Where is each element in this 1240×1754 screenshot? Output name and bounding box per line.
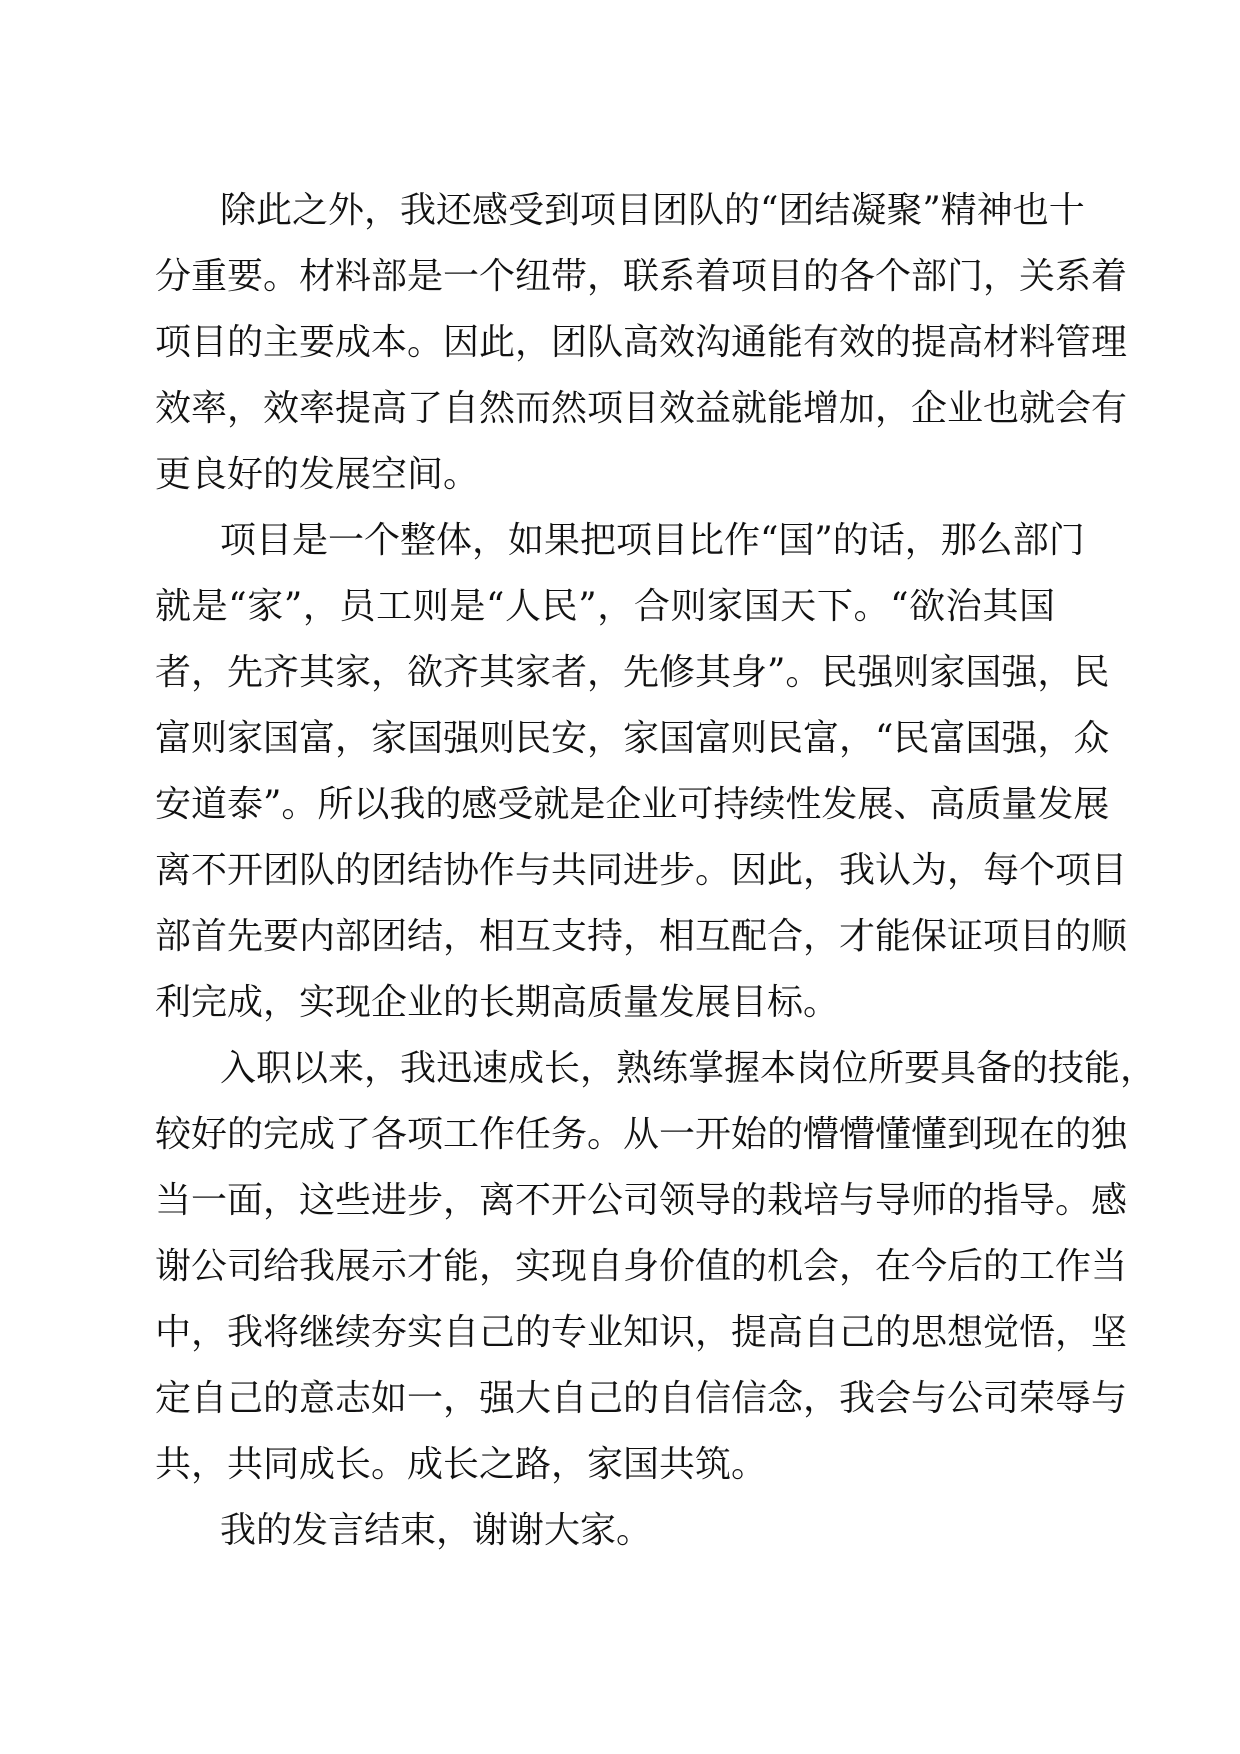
paragraph-4 <box>155 1498 1055 1564</box>
text-line: 定自己的意志如一，强大自己的自信信念，我会与公司荣辱与 <box>155 1378 1128 1419</box>
text-line: 除此之外，我还感受到项目团队的“团结凝聚”精神也十 <box>220 190 1085 231</box>
text-line: 中，我将继续夯实自己的专业知识，提高自己的思想觉悟，坚 <box>155 1312 1128 1353</box>
text-line: 项目的主要成本。因此，团队高效沟通能有效的提高材料管理 <box>155 322 1128 363</box>
text-line: 分重要。材料部是一个纽带，联系着项目的各个部门，关系着 <box>155 256 1128 297</box>
text-line: 安道泰”。所以我的感受就是企业可持续性发展、高质量发展 <box>155 784 1110 825</box>
text-line: 项目是一个整体，如果把项目比作“国”的话，那么部门 <box>220 520 1085 561</box>
text-line: 效率，效率提高了自然而然项目效益就能增加，企业也就会有 <box>155 388 1128 429</box>
text-line: 者，先齐其家，欲齐其家者，先修其身”。民强则家国强，民 <box>155 652 1110 693</box>
text-line: 离不开团队的团结协作与共同进步。因此，我认为，每个项目 <box>155 850 1128 891</box>
text-line: 共，共同成长。成长之路，家国共筑。 <box>155 1444 768 1485</box>
text-line: 就是“家”，员工则是“人民”，合则家国天下。“欲治其国 <box>155 586 1055 627</box>
text-line: 较好的完成了各项工作任务。从一开始的懵懵懂懂到现在的独 <box>155 1114 1128 1155</box>
paragraph-2 <box>155 508 1128 1036</box>
paragraph-1 <box>155 178 1128 508</box>
text-line: 当一面，这些进步，离不开公司领导的栽培与导师的指导。感 <box>155 1180 1128 1221</box>
text-line: 谢公司给我展示才能，实现自身价值的机会，在今后的工作当 <box>155 1246 1128 1287</box>
text-line: 部首先要内部团结，相互支持，相互配合，才能保证项目的顺 <box>155 916 1128 957</box>
paragraph-3 <box>155 1036 1157 1498</box>
text-line: 入职以来，我迅速成长，熟练掌握本岗位所要具备的技能， <box>220 1048 1157 1089</box>
text-line: 富则家国富，家国强则民安，家国富则民富，“民富国强，众 <box>155 718 1110 759</box>
text-line: 更良好的发展空间。 <box>155 454 480 495</box>
document-body <box>155 178 1157 1564</box>
text-line: 利完成，实现企业的长期高质量发展目标。 <box>155 982 840 1023</box>
text-line: 我的发言结束，谢谢大家。 <box>220 1510 653 1551</box>
